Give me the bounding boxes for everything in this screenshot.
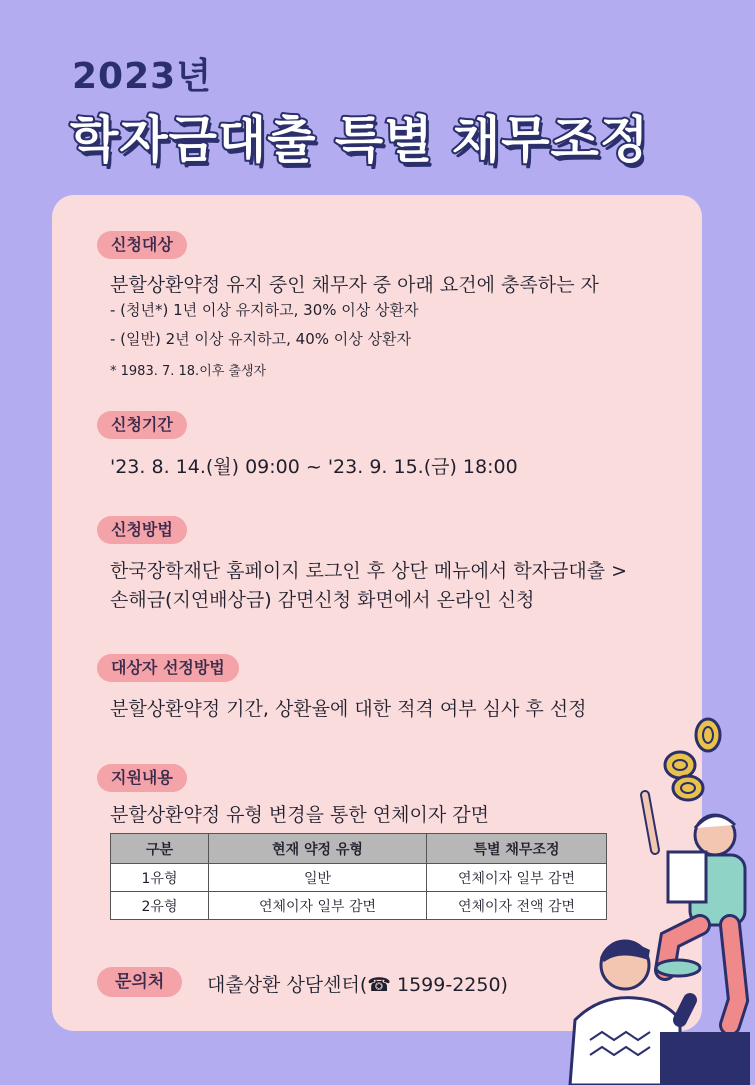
- eligibility-line-youth: - (청년*) 1년 이상 유지하고, 30% 이상 상환자: [110, 301, 419, 319]
- contact-text: 대출상환 상담센터(☎ 1599-2250): [207, 974, 508, 996]
- eligibility-main: 분할상환약정 유지 중인 채무자 중 아래 요건에 충족하는 자: [110, 274, 599, 296]
- period-badge: 신청기간: [97, 411, 187, 439]
- table-cell: 연체이자 일부 감면: [427, 864, 607, 892]
- table-cell: 연체이자 전액 감면: [427, 892, 607, 920]
- period-main: '23. 8. 14.(월) 09:00 ~ '23. 9. 15.(금) 18:00: [110, 456, 518, 478]
- table-header-type: 구분: [111, 834, 209, 864]
- people-coins-illustration: [560, 700, 755, 1085]
- support-badge: 지원내용: [97, 764, 187, 792]
- support-table: [110, 833, 607, 920]
- table-row: [111, 892, 607, 920]
- coin-icon: [665, 752, 695, 778]
- table-cell: 연체이자 일부 감면: [209, 892, 427, 920]
- table-header-row: [111, 834, 607, 864]
- table-header-current: 현재 약정 유형: [209, 834, 427, 864]
- year-heading: 2023년: [72, 56, 212, 97]
- page-title: 학자금대출 특별 채무조정: [70, 111, 650, 169]
- eligibility-line-general: - (일반) 2년 이상 유지하고, 40% 이상 상환자: [110, 330, 412, 348]
- eligibility-note: * 1983. 7. 18.이후 출생자: [110, 364, 267, 379]
- method-line-2: 손해금(지연배상금) 감면신청 화면에서 온라인 신청: [110, 589, 535, 611]
- coin-icon: [673, 776, 703, 800]
- selection-main: 분할상환약정 기간, 상환율에 대한 적격 여부 심사 후 선정: [110, 698, 587, 720]
- table-cell: 2유형: [111, 892, 209, 920]
- method-line-1: 한국장학재단 홈페이지 로그인 후 상단 메뉴에서 학자금대출 >: [110, 560, 628, 582]
- support-main: 분할상환약정 유형 변경을 통한 연체이자 감면: [110, 804, 489, 826]
- table-row: [111, 864, 607, 892]
- table-header-special: 특별 채무조정: [427, 834, 607, 864]
- table-cell: 1유형: [111, 864, 209, 892]
- table-cell: 일반: [209, 864, 427, 892]
- standing-person-figure: [645, 795, 745, 1025]
- contact-badge: 문의처: [97, 967, 182, 997]
- eligibility-badge: 신청대상: [97, 231, 187, 259]
- method-badge: 신청방법: [97, 516, 187, 544]
- coin-icon: [696, 719, 720, 751]
- selection-badge: 대상자 선정방법: [97, 654, 239, 682]
